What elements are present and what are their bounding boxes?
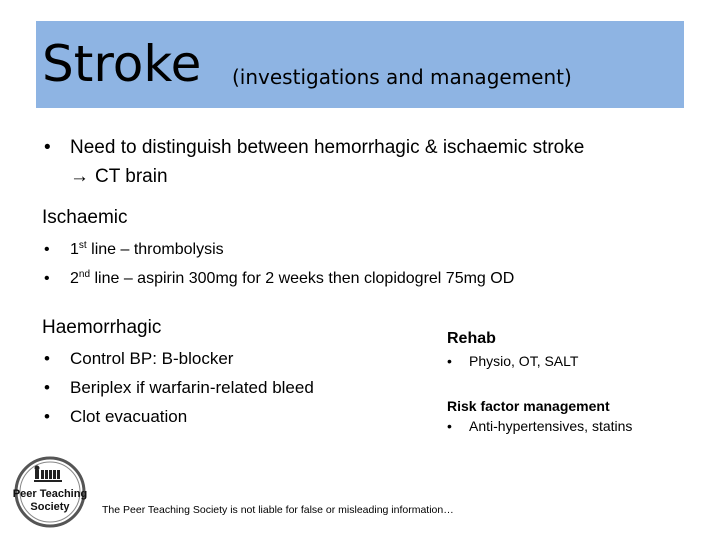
ordinal-suffix: st (78, 240, 87, 251)
rehab-heading: Rehab (447, 330, 496, 347)
intro-conclusion (70, 165, 168, 189)
ordinal: 1 (70, 241, 79, 258)
logo-line1: Peer Teaching (12, 488, 88, 500)
bullet: • (44, 241, 50, 258)
list-item (44, 235, 514, 264)
list-item (44, 264, 514, 293)
risk-factor-list (447, 416, 632, 436)
bullet: • (44, 378, 50, 397)
disclaimer: The Peer Teaching Society is not liable for false or misleading information… (102, 504, 454, 516)
slide-subtitle: (investigations and management) (232, 65, 572, 89)
rehab-list (447, 351, 578, 371)
list-item (447, 351, 578, 371)
list-item (44, 373, 314, 402)
list-item (447, 416, 632, 436)
intro-text: Need to distinguish between hemorrhagic & ischaemic stroke (70, 137, 585, 158)
bullet: • (447, 353, 452, 369)
bullet: • (44, 270, 50, 287)
intro-line (44, 136, 584, 160)
slide-title: Stroke (42, 35, 202, 93)
logo-line2: Society (30, 501, 70, 513)
item-text: line – aspirin 300mg for 2 weeks then clopidogrel 75mg OD (90, 270, 515, 287)
haemorrhagic-list (44, 344, 314, 431)
ordinal-suffix: nd (78, 269, 91, 280)
item-text: Control BP: B-blocker (70, 349, 234, 368)
item-text: Anti-hypertensives, statins (469, 418, 633, 434)
peer-teaching-society-logo (10, 454, 90, 530)
ischaemic-heading: Ischaemic (42, 207, 128, 228)
item-text: line – thrombolysis (86, 241, 224, 258)
item-text: Physio, OT, SALT (469, 353, 579, 369)
item-text: Clot evacuation (70, 407, 188, 426)
haemorrhagic-heading: Haemorrhagic (42, 317, 162, 338)
item-text: Beriplex if warfarin-related bleed (70, 378, 314, 397)
bullet: • (447, 418, 452, 434)
bullet: • (44, 407, 50, 426)
list-item (44, 402, 314, 431)
ordinal: 2 (70, 270, 79, 287)
bullet: • (44, 349, 50, 368)
risk-factor-heading: Risk factor management (447, 398, 610, 414)
bullet: • (44, 137, 51, 158)
ischaemic-list (44, 235, 514, 293)
arrow-right-icon: → (70, 166, 89, 187)
list-item (44, 344, 314, 373)
intro-conclusion-text: CT brain (95, 166, 168, 187)
